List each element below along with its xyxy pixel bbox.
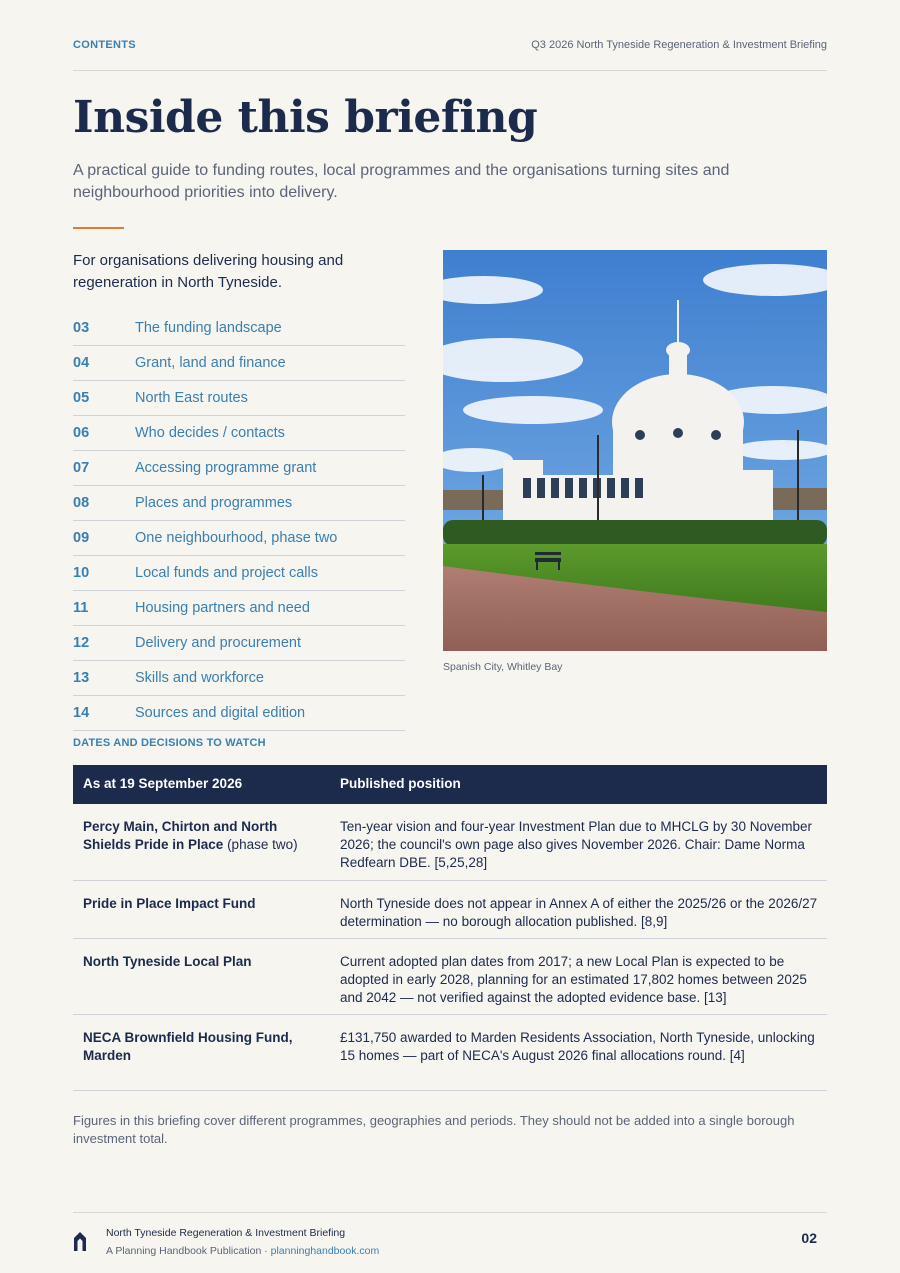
toc-item[interactable] <box>73 486 405 521</box>
page-header <box>73 39 827 53</box>
toc-title: The funding landscape <box>135 320 282 336</box>
toc-item[interactable] <box>73 591 405 626</box>
toc-item[interactable] <box>73 451 405 486</box>
section-label: CONTENTS <box>73 39 136 51</box>
toc-title: One neighbourhood, phase two <box>135 530 338 546</box>
toc-page-number: 06 <box>73 425 90 441</box>
watch-section-label: DATES AND DECISIONS TO WATCH <box>73 737 266 749</box>
row-item-name: North Tyneside Local Plan <box>83 954 252 969</box>
toc-page-number: 11 <box>73 600 89 616</box>
publisher-logo-icon <box>73 1231 89 1251</box>
toc-item[interactable] <box>73 346 405 381</box>
toc-item[interactable] <box>73 556 405 591</box>
toc-title: Delivery and procurement <box>135 635 302 651</box>
contents-list <box>73 311 405 731</box>
column-header-date: As at 19 September 2026 <box>83 776 243 791</box>
toc-page-number: 03 <box>73 320 90 336</box>
toc-page-number: 13 <box>73 670 90 686</box>
footer-title: North Tyneside Regeneration & Investment Briefing <box>106 1227 346 1239</box>
photo-caption: Spanish City, Whitley Bay <box>443 661 563 673</box>
toc-item[interactable] <box>73 381 405 416</box>
column-header-position: Published position <box>340 776 461 791</box>
toc-title: Housing partners and need <box>135 600 310 616</box>
row-item-name: Pride in Place Impact Fund <box>83 896 256 911</box>
toc-title: Places and programmes <box>135 495 293 511</box>
row-position: Ten-year vision and four-year Investment Plan due to MHCLG by 30 November 2026; the council's own page also gives November 2026. Chair: Dame Norma Redfearn DBE. [5,25,28] <box>340 819 812 870</box>
toc-item[interactable] <box>73 626 405 661</box>
toc-title: Local funds and project calls <box>135 565 318 581</box>
row-item-name: NECA Brownfield Housing Fund, Marden <box>83 1030 293 1063</box>
row-item <box>83 953 315 971</box>
toc-title: Accessing programme grant <box>135 460 317 476</box>
figures-note: Figures in this briefing cover different programmes, geographies and periods. They should not be added into a single borough investment total. <box>73 1113 795 1146</box>
toc-item[interactable] <box>73 311 405 346</box>
toc-page-number: 04 <box>73 355 90 371</box>
toc-title: Sources and digital edition <box>135 705 306 721</box>
accent-divider <box>73 227 124 229</box>
page-title: Inside this briefing <box>73 92 538 143</box>
row-position: £131,750 awarded to Marden Residents Association, North Tyneside, unlocking 15 homes — part of NECA's August 2026 final allocations round. [4] <box>340 1030 815 1063</box>
toc-title: North East routes <box>135 390 248 406</box>
lede-paragraph: A practical guide to funding routes, local programmes and the organisations turning sites and neighbourhood priorities into delivery. <box>73 162 730 201</box>
footer-divider <box>73 1212 827 1213</box>
toc-page-number: 10 <box>73 565 90 581</box>
row-position: Current adopted plan dates from 2017; a new Local Plan is expected to be adopted in early 2028, planning for an estimated 17,802 homes between 2025 and 2042 — not verified against the adopted evidence base. [13] <box>340 954 807 1005</box>
page-number: 02 <box>801 1230 817 1246</box>
row-item-suffix: (phase two) <box>223 837 298 852</box>
toc-title: Skills and workforce <box>135 670 264 686</box>
footer-publisher-text: A Planning Handbook Publication · <box>106 1245 271 1257</box>
toc-title: Grant, land and finance <box>135 355 286 371</box>
row-item <box>83 1029 315 1065</box>
table-row <box>73 881 827 939</box>
footer-website-link[interactable]: planninghandbook.com <box>270 1245 380 1257</box>
toc-title: Who decides / contacts <box>135 425 285 441</box>
footer-publisher <box>106 1245 379 1257</box>
row-item-name: Percy Main, Chirton and North Shields Pride in Place <box>83 819 278 852</box>
row-item <box>83 895 315 913</box>
toc-item[interactable] <box>73 521 405 556</box>
table-row <box>73 804 827 881</box>
toc-item[interactable] <box>73 696 405 731</box>
table-header <box>73 765 827 804</box>
photo-illustration <box>443 250 827 651</box>
toc-page-number: 05 <box>73 390 90 406</box>
toc-item[interactable] <box>73 416 405 451</box>
toc-page-number: 08 <box>73 495 90 511</box>
spanish-city-photo <box>443 250 827 651</box>
briefing-page <box>73 0 827 1273</box>
table-row <box>73 1015 827 1091</box>
row-item <box>83 818 315 854</box>
toc-page-number: 07 <box>73 460 90 476</box>
dates-table <box>73 765 827 1091</box>
audience-intro: For organisations delivering housing and regeneration in North Tyneside. <box>73 252 344 291</box>
header-divider <box>73 70 827 71</box>
toc-page-number: 14 <box>73 705 90 721</box>
row-position: North Tyneside does not appear in Annex A of either the 2025/26 or the 2026/27 determination — no borough allocation published. [8,9] <box>340 896 818 929</box>
running-title: Q3 2026 North Tyneside Regeneration & Investment Briefing <box>531 39 827 51</box>
toc-page-number: 12 <box>73 635 90 651</box>
toc-page-number: 09 <box>73 530 90 546</box>
toc-item[interactable] <box>73 661 405 696</box>
table-row <box>73 939 827 1015</box>
